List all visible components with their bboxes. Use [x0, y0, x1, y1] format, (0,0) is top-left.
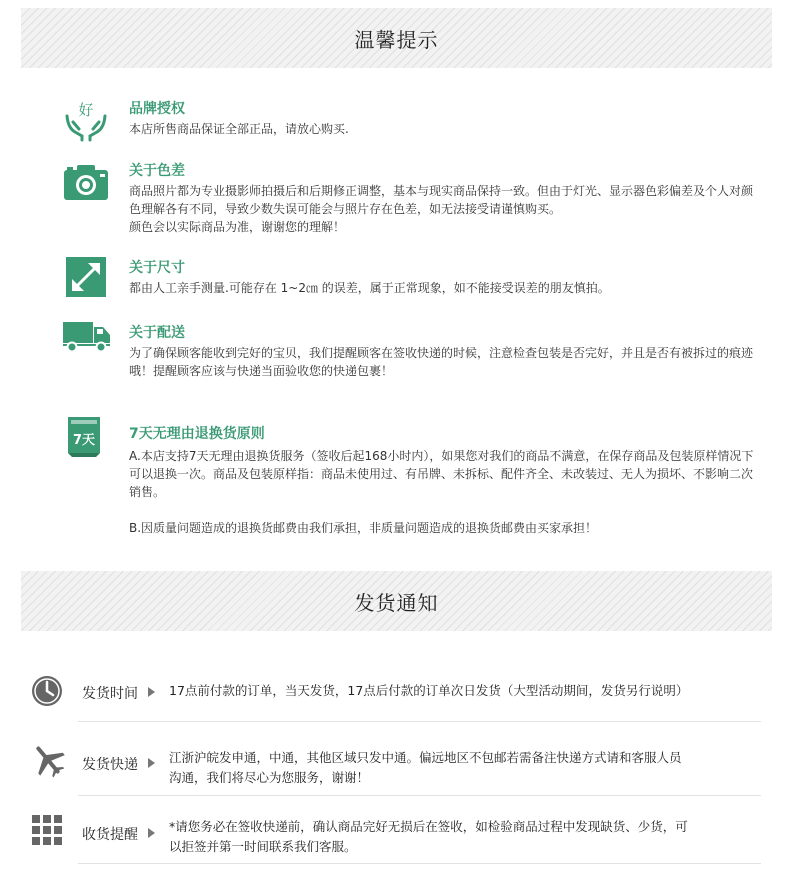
tip-heading: 关于配送	[129, 325, 185, 341]
warm-tips-title: 温馨提示	[354, 27, 439, 52]
tip-heading: 关于色差	[129, 163, 185, 179]
camera-icon	[63, 164, 109, 210]
tip-heading: 品牌授权	[129, 101, 185, 117]
seven-day-calendar-icon	[68, 417, 114, 463]
row-divider	[78, 863, 761, 864]
tip-body-line: 都由人工亲手测量.可能存在 1~2㎝ 的误差，属于正常现象，如不能接受误差的朋友慎拍。	[129, 281, 610, 295]
resize-arrow-icon	[66, 257, 112, 303]
shipping-label: 收货提醒	[82, 827, 138, 843]
row-divider	[78, 795, 761, 796]
tip-body-line: 本店所售商品保证全部正品，请放心购买.	[129, 122, 349, 136]
tip-heading: 7天无理由退换货原则	[129, 426, 265, 442]
triangle-right-icon	[148, 758, 155, 768]
triangle-right-icon	[148, 687, 155, 697]
grid-icon	[32, 815, 66, 849]
tip-body	[129, 182, 754, 236]
tip-body-line: B.因质量问题造成的退换货邮费由我们承担，非质量问题造成的退换货邮费由买家承担！	[129, 521, 598, 535]
shipping-text: 17点前付款的订单，当天发货，17点后付款的订单次日发货（大型活动期间，发货另行说明）	[169, 683, 689, 698]
clock-icon	[30, 674, 64, 708]
shipping-text: 江浙沪皖发申通，中通，其他区域只发中通。偏远地区不包邮若需备注快递方式请和客服人员沟通，我们将尽心为您服务，谢谢！	[169, 750, 682, 785]
triangle-right-icon	[148, 828, 155, 838]
tip-body-line	[129, 501, 754, 519]
shipping-label: 发货时间	[82, 686, 138, 702]
handshake-good-icon	[63, 98, 109, 144]
airplane-icon	[30, 742, 64, 776]
tip-body-line: 商品照片都为专业摄影师拍摄后和后期修正调整，基本与现实商品保持一致。但由于灯光、显示器色彩偏差及个人对颜色理解各有不同，导致少数失误可能会与照片存在色差，如无法接受请谨慎购买。	[129, 184, 754, 216]
warm-tips-banner	[21, 8, 772, 68]
row-divider	[78, 721, 761, 722]
svg-text:好: 好	[78, 101, 94, 119]
tip-body	[129, 120, 754, 138]
tip-body	[129, 279, 754, 297]
delivery-truck-icon	[63, 322, 109, 368]
tip-body-line: 为了确保顾客能收到完好的宝贝，我们提醒顾客在签收快递的时候，注意检查包装是否完好，并且是否有被拆过的痕迹哦！提醒顾客应该与快递当面验收您的快递包裹！	[129, 346, 754, 378]
tip-body-line: 颜色会以实际商品为准，谢谢您的理解！	[129, 220, 346, 234]
tip-body	[129, 344, 754, 380]
shipping-label: 发货快递	[82, 757, 138, 773]
shipping-notice-banner	[21, 571, 772, 631]
tip-body-line: A.本店支持7天无理由退换货服务（签收后起168小时内），如果您对我们的商品不满意，在保存商品及包装原样情况下可以退换一次。商品及包装原样指：商品未使用过、有吊牌、未拆标、配件齐全、未改装过、无人为损坏、不影响二次销售。	[129, 449, 754, 499]
shipping-text: *请您务必在签收快递前，确认商品完好无损后在签收，如检验商品过程中发现缺货、少货，可以拒签并第一时间联系我们客服。	[169, 819, 688, 854]
tip-body	[129, 447, 754, 537]
shipping-notice-title: 发货通知	[354, 590, 439, 615]
tip-heading: 关于尺寸	[129, 260, 185, 276]
svg-text:7天: 7天	[72, 433, 96, 448]
